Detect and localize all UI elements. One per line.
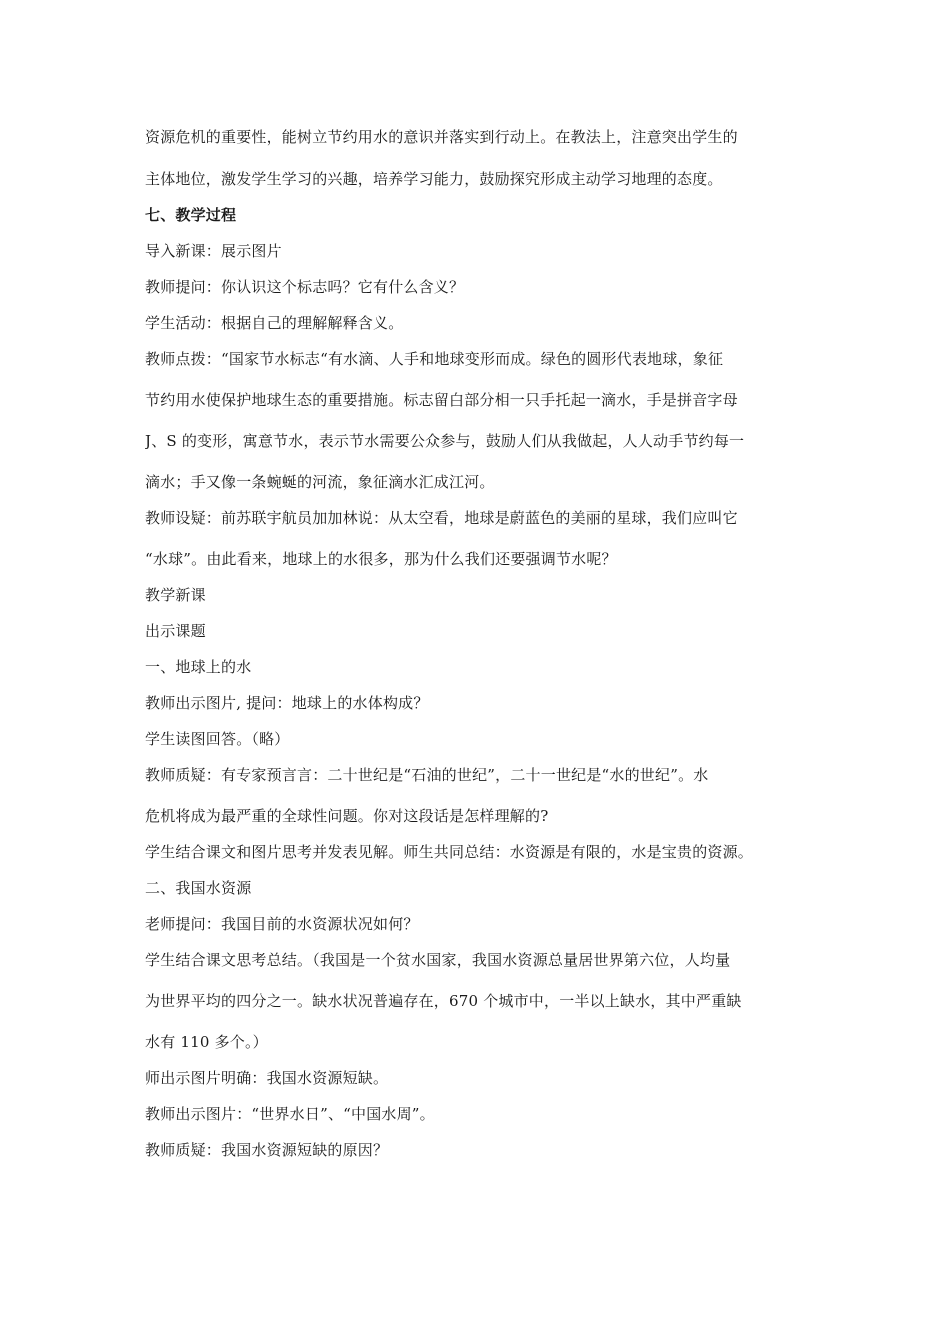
paragraph-line: 教师点拨：“国家节水标志“有水滴、人手和地球变形而成。绿色的圆形代表地球，象征 [145,350,724,368]
paragraph-line: 师出示图片明确：我国水资源短缺。 [145,1069,389,1087]
paragraph-line: J、S 的变形，寓意节水，表示节水需要公众参与，鼓励人们从我做起，人人动手节约每一 [145,432,745,450]
paragraph-line: 教师质疑：我国水资源短缺的原因？ [145,1141,389,1159]
paragraph-line: 教师出示图片, 提问：地球上的水体构成？ [145,694,429,712]
paragraph-line: 为世界平均的四分之一。缺水状况普遍存在，670 个城市中，一半以上缺水，其中严重缺 [145,992,742,1010]
paragraph-line: 资源危机的重要性，能树立节约用水的意识并落实到行动上。在教法上，注意突出学生的 [145,128,738,146]
section-heading: 二、我国水资源 [145,879,252,897]
paragraph-line: 节约用水使保护地球生态的重要措施。标志留白部分相一只手托起一滴水，手是拼音字母 [145,391,738,409]
paragraph-line: 学生活动：根据自己的理解解释含义。 [145,314,404,332]
paragraph-line: 导入新课：展示图片 [145,242,282,260]
paragraph-line: 学生结合课文思考总结。（我国是一个贫水国家，我国水资源总量居世界第六位，人均量 [145,951,731,969]
paragraph-line: 教师质疑：有专家预言言：二十世纪是“石油的世纪”，二十一世纪是“水的世纪”。水 [145,766,709,784]
paragraph-line: “水球”。由此看来，地球上的水很多，那为什么我们还要强调节水呢？ [145,550,617,568]
section-heading: 教学新课 [145,586,206,604]
paragraph-line: 危机将成为最严重的全球性问题。你对这段话是怎样理解的? [145,807,549,825]
paragraph-line: 出示课题 [145,622,206,640]
paragraph-line: 滴水；手又像一条蜿蜒的河流，象征滴水汇成江河。 [145,473,495,491]
paragraph-line: 教师提问：你认识这个标志吗？它有什么含义？ [145,278,465,296]
section-heading: 七、教学过程 [145,206,237,224]
paragraph-line: 教师设疑：前苏联宇航员加加林说：从太空看，地球是蔚蓝色的美丽的星球，我们应叫它 [145,509,738,527]
paragraph-line: 学生结合课文和图片思考并发表见解。师生共同总结：水资源是有限的，水是宝贵的资源。 [145,843,754,861]
paragraph-line: 教师出示图片：“世界水日”、“中国水周”。 [145,1105,435,1123]
section-heading: 一、地球上的水 [145,658,252,676]
paragraph-line: 水有 110 多个。） [145,1033,268,1051]
paragraph-line: 主体地位，激发学生学习的兴趣，培养学习能力，鼓励探究形成主动学习地理的态度。 [145,170,723,188]
paragraph-line: 老师提问：我国目前的水资源状况如何？ [145,915,419,933]
paragraph-line: 学生读图回答。（略） [145,730,290,748]
